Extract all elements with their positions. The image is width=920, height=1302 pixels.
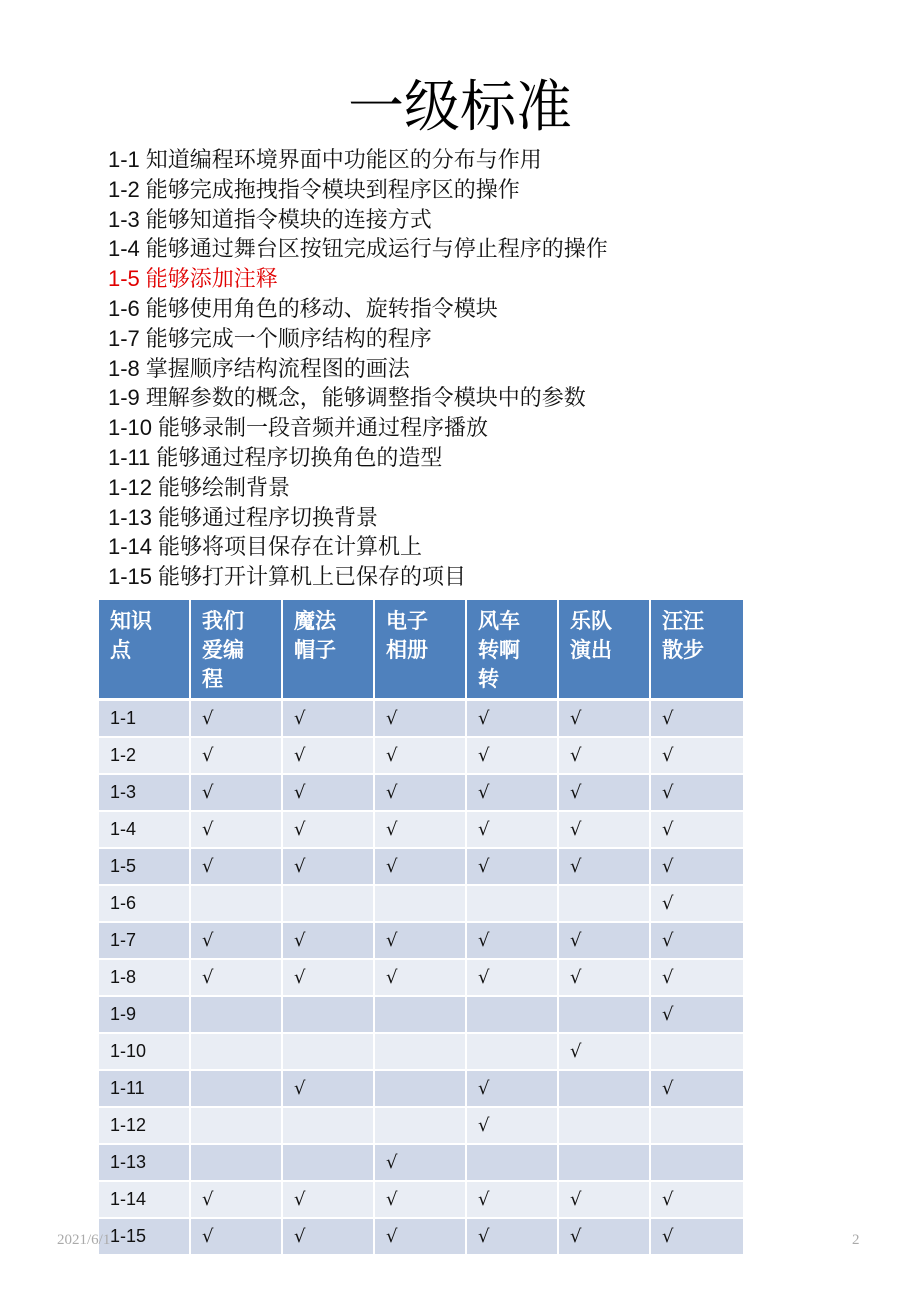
standard-code: 1-2 [108,176,140,202]
standard-item [108,234,608,264]
table-cell-check: √ [559,738,651,775]
table-header-row [99,600,743,701]
standard-item [108,205,608,235]
standard-code: 1-15 [108,564,153,590]
table-cell-check: √ [283,701,375,738]
table-cell-check: √ [467,923,559,960]
table-cell-check: √ [191,923,283,960]
table-header-cell [191,600,283,701]
table-cell-check [191,1034,283,1071]
table-cell-check [559,1145,651,1182]
standard-code: 1-14 [108,534,153,560]
table-cell-code: 1-9 [99,997,191,1034]
coverage-table [99,600,743,1256]
standard-text: 能够打开计算机上已保存的项目 [158,565,467,591]
standard-code: 1-6 [108,295,140,321]
table-cell-check [191,1145,283,1182]
table-cell-check [191,997,283,1034]
table-row [99,775,743,812]
standard-text: 能够通过程序切换角色的造型 [156,445,443,471]
standard-text: 掌握顺序结构流程图的画法 [145,356,410,382]
table-cell-check: √ [559,1034,651,1071]
table-cell-check: √ [651,886,743,923]
table-cell-check: √ [559,1219,651,1256]
table-cell-code: 1-7 [99,923,191,960]
table-cell-check: √ [191,812,283,849]
table-cell-check: √ [651,701,743,738]
table-header-cell [283,600,375,701]
table-cell-check: √ [651,923,743,960]
standard-item [108,294,608,324]
table-body [99,701,743,1256]
standard-item [108,532,608,562]
table-header-line: 魔法 [294,609,336,633]
table-cell-code: 1-6 [99,886,191,923]
table-cell-check [559,1108,651,1145]
table-cell-check [651,1034,743,1071]
table-cell-check: √ [559,701,651,738]
table-cell-check: √ [651,738,743,775]
table-row [99,960,743,997]
table-header-line: 帽子 [294,638,336,662]
table-cell-check: √ [467,701,559,738]
table-cell-check [283,1034,375,1071]
standard-text: 能够将项目保存在计算机上 [158,535,423,561]
standard-text: 能够添加注释 [145,267,278,293]
table-cell-code: 1-1 [99,701,191,738]
table-cell-check: √ [375,1219,467,1256]
table-header-line: 程 [202,667,223,691]
standard-text: 能够完成一个顺序结构的程序 [145,326,432,352]
table-cell-check: √ [283,738,375,775]
table-cell-check [283,1145,375,1182]
table-cell-code: 1-13 [99,1145,191,1182]
table-cell-check: √ [283,1071,375,1108]
table-cell-code: 1-5 [99,849,191,886]
table-cell-check: √ [375,812,467,849]
table-cell-check: √ [559,923,651,960]
table-cell-code: 1-3 [99,775,191,812]
table-row [99,1071,743,1108]
table-cell-check: √ [375,849,467,886]
table-cell-check: √ [559,1182,651,1219]
standard-text: 能够使用角色的移动、旋转指令模块 [145,296,498,322]
table-cell-check: √ [467,812,559,849]
standard-text: 能够通过舞台区按钮完成运行与停止程序的操作 [145,237,608,263]
table-header-line: 点 [110,638,131,662]
table-cell-code: 1-8 [99,960,191,997]
table-cell-code: 1-4 [99,812,191,849]
table-header-cell [559,600,651,701]
table-cell-check [651,1108,743,1145]
table-cell-check: √ [559,960,651,997]
table-cell-check: √ [375,923,467,960]
table-cell-code: 1-12 [99,1108,191,1145]
standard-item [108,383,608,413]
table-cell-check [191,1108,283,1145]
table-cell-check: √ [375,1145,467,1182]
table-cell-check: √ [375,738,467,775]
table-cell-check [283,997,375,1034]
table-cell-check: √ [467,738,559,775]
standard-item [108,175,608,205]
table-header-line: 风车 [478,609,520,633]
table-cell-check [467,1145,559,1182]
table-cell-check [467,1034,559,1071]
standard-code: 1-7 [108,325,140,351]
table-cell-check: √ [651,997,743,1034]
table-header-cell [467,600,559,701]
table-cell-check [559,1071,651,1108]
table-cell-check: √ [467,849,559,886]
table-cell-check: √ [375,775,467,812]
table-cell-check: √ [191,960,283,997]
standard-item [108,562,608,592]
table-cell-check: √ [283,849,375,886]
table-cell-check: √ [467,1108,559,1145]
standard-item [108,324,608,354]
standard-item [108,264,608,294]
table-cell-check: √ [467,1182,559,1219]
table-cell-check: √ [283,960,375,997]
table-row [99,1034,743,1071]
standard-item [108,443,608,473]
table-cell-check: √ [191,849,283,886]
standards-list [108,145,608,592]
table-cell-check: √ [651,775,743,812]
table-cell-check: √ [283,812,375,849]
standard-code: 1-9 [108,385,140,411]
table-header-line: 爱编 [202,638,244,662]
table-cell-check [375,997,467,1034]
table-cell-check [191,1071,283,1108]
table-header-line: 散步 [662,638,704,662]
page-title: 一级标准 [348,75,572,140]
table-cell-check: √ [191,1219,283,1256]
table-cell-code: 1-10 [99,1034,191,1071]
table-header-line: 我们 [202,609,244,633]
table-cell-check: √ [651,1071,743,1108]
standard-item [108,503,608,533]
standard-item [108,145,608,175]
table-row [99,849,743,886]
table-cell-check [467,997,559,1034]
table-cell-check [283,1108,375,1145]
table-cell-check: √ [651,812,743,849]
standard-code: 1-11 [108,444,151,470]
standard-code: 1-3 [108,206,140,232]
table-cell-check: √ [559,775,651,812]
table-row [99,812,743,849]
standard-item [108,413,608,443]
standard-text: 理解参数的概念，能够调整指令模块中的参数 [145,386,586,412]
table-cell-check: √ [467,1071,559,1108]
table-cell-check [283,886,375,923]
table-cell-check: √ [467,775,559,812]
table-row [99,1108,743,1145]
standard-code: 1-12 [108,474,153,500]
table-cell-code: 1-15 [99,1219,191,1256]
table-cell-check: √ [651,1219,743,1256]
table-cell-check: √ [191,738,283,775]
table-header-line: 汪汪 [662,609,704,633]
table-cell-check: √ [191,775,283,812]
table-cell-check: √ [375,701,467,738]
table-cell-check: √ [559,812,651,849]
table-row [99,923,743,960]
standard-item [108,473,608,503]
table-cell-check: √ [467,960,559,997]
footer-date: 2021/6/1 [57,1232,111,1248]
table-cell-check: √ [467,1219,559,1256]
table-cell-check: √ [283,1182,375,1219]
standard-text: 知道编程环境界面中功能区的分布与作用 [145,148,542,173]
table-cell-code: 1-2 [99,738,191,775]
table-header-line: 相册 [386,638,428,662]
standard-item [108,354,608,384]
table-cell-check [651,1145,743,1182]
table-row [99,1182,743,1219]
table-cell-check [375,1071,467,1108]
table-header-line: 知识 [110,609,152,633]
table-row [99,1219,743,1256]
standard-text: 能够录制一段音频并通过程序播放 [158,416,489,442]
table-cell-check: √ [283,775,375,812]
table-cell-check: √ [283,1219,375,1256]
table-cell-check: √ [191,1182,283,1219]
table-row [99,997,743,1034]
standard-code: 1-8 [108,355,140,381]
table-cell-check [559,886,651,923]
table-cell-check: √ [283,923,375,960]
standard-code: 1-13 [108,504,153,530]
table-header-cell [99,600,191,701]
table-row [99,886,743,923]
footer-page-number: 2 [852,1232,860,1248]
table-cell-check: √ [651,1182,743,1219]
table-cell-check: √ [191,701,283,738]
table-row [99,1145,743,1182]
table-header-line: 转啊 [478,638,520,662]
table-row [99,738,743,775]
standard-code: 1-4 [108,236,140,262]
table-cell-check: √ [559,849,651,886]
table-cell-check [375,1108,467,1145]
table-cell-check [559,997,651,1034]
table-cell-code: 1-14 [99,1182,191,1219]
table-cell-check [467,886,559,923]
table-cell-check: √ [375,960,467,997]
standard-text: 能够绘制背景 [158,475,291,501]
standard-text: 能够通过程序切换背景 [158,505,379,531]
table-cell-check: √ [651,849,743,886]
table-header-cell [651,600,743,701]
table-cell-check: √ [651,960,743,997]
table-header-line: 演出 [570,638,612,662]
standard-text: 能够知道指令模块的连接方式 [145,207,432,233]
table-cell-check: √ [375,1182,467,1219]
standard-code: 1-10 [108,415,153,441]
table-header-line: 转 [478,667,499,691]
standard-text: 能够完成拖拽指令模块到程序区的操作 [145,177,520,203]
table-cell-code: 1-11 [99,1071,191,1108]
table-cell-check [191,886,283,923]
standard-code: 1-1 [108,147,140,172]
table-cell-check [375,1034,467,1071]
table-cell-check [375,886,467,923]
table-header-line: 乐队 [570,609,612,633]
standard-code: 1-5 [108,266,140,292]
table-header-line: 电子 [386,609,428,633]
table-row [99,701,743,738]
table-header-cell [375,600,467,701]
